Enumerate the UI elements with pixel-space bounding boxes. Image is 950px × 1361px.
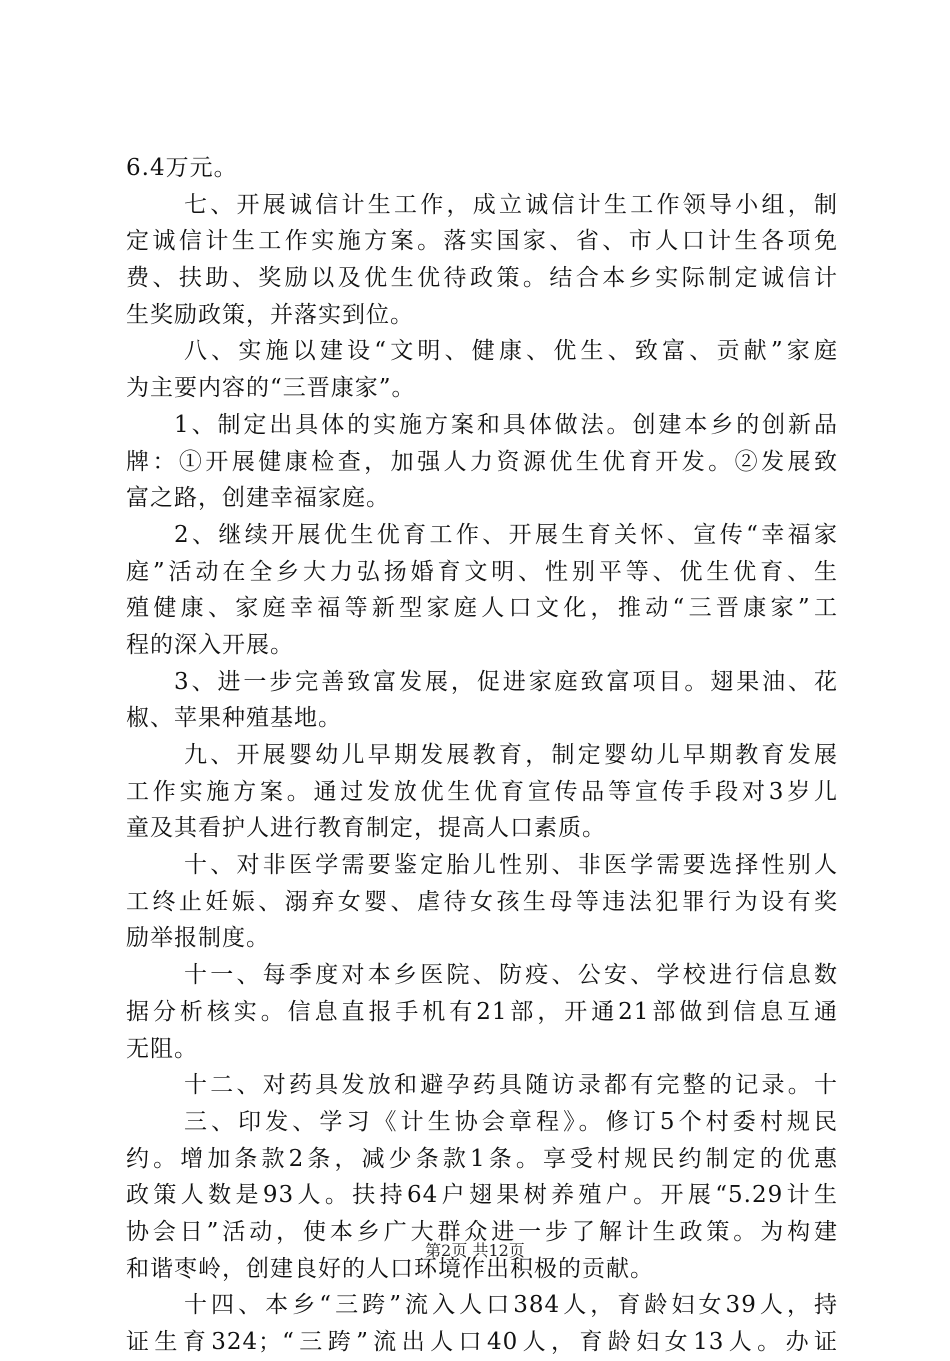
text-line: 协会日”活动，使本乡广大群众进一步了解计生政策。为构建 bbox=[126, 1218, 838, 1245]
text-line: 庭”活动在全乡大力弘扬婚育文明、性别平等、优生优育、生 bbox=[126, 558, 838, 585]
text-line: 程的深入开展。 bbox=[126, 631, 294, 658]
text-line: 政策人数是93人。扶持64户翅果树养殖户。开展“5.29计生 bbox=[126, 1182, 838, 1209]
text-line: 工作实施方案。通过发放优生优育宣传品等宣传手段对3岁儿 bbox=[126, 778, 838, 805]
text-line: 3、进一步完善致富发展，促进家庭致富项目。翅果油、花 bbox=[174, 668, 838, 695]
text-line: 6.4万元。 bbox=[126, 155, 238, 181]
text-line: 2、继续开展优生优育工作、开展生育关怀、宣传“幸福家 bbox=[174, 521, 838, 548]
text-line: 据分析核实。信息直报手机有21部，开通21部做到信息互通 bbox=[126, 998, 838, 1025]
text-line: 富之路，创建幸福家庭。 bbox=[126, 485, 390, 512]
text-line: 牌：①开展健康检查，加强人力资源优生优育开发。②发展致 bbox=[126, 448, 838, 475]
text-line: 椒、苹果种殖基地。 bbox=[126, 705, 342, 732]
text-line: 九、开展婴幼儿早期发展教育，制定婴幼儿早期教育发展 bbox=[184, 742, 838, 768]
text-line: 八、实施以建设“文明、健康、优生、致富、贡献”家庭 bbox=[184, 338, 838, 365]
text-line: 殖健康、家庭幸福等新型家庭人口文化，推动“三晋康家”工 bbox=[126, 595, 838, 622]
text-line: 费、扶助、奖励以及优生优待政策。结合本乡实际制定诚信计 bbox=[126, 265, 838, 292]
text-line: 励举报制度。 bbox=[126, 925, 270, 952]
text-line: 三、印发、学习《计生协会章程》。修订5个村委村规民 bbox=[184, 1108, 838, 1135]
text-line: 1、制定出具体的实施方案和具体做法。创建本乡的创新品 bbox=[174, 411, 838, 438]
text-line: 定诚信计生工作实施方案。落实国家、省、市人口计生各项免 bbox=[126, 228, 838, 255]
text-line: 童及其看护人进行教育制定，提高人口素质。 bbox=[126, 815, 606, 842]
text-line: 十二、对药具发放和避孕药具随访录都有完整的记录。十 bbox=[184, 1072, 838, 1099]
text-line: 为主要内容的“三晋康家”。 bbox=[126, 375, 416, 402]
page-number-footer: 第2页 共12页 bbox=[425, 1241, 525, 1260]
text-line: 和谐枣岭，创建良好的人口环境作出积极的贡献。 bbox=[126, 1255, 654, 1282]
text-line: 七、开展诚信计生工作，成立诚信计生工作领导小组，制 bbox=[184, 191, 838, 218]
text-line: 约。增加条款2条，减少条款1条。享受村规民约制定的优惠 bbox=[126, 1145, 838, 1172]
text-line: 证生育324；“三跨”流出人口40人，育龄妇女13人。办证 bbox=[126, 1329, 838, 1355]
text-line: 工终止妊娠、溺弃女婴、虐待女孩生母等违法犯罪行为设有奖 bbox=[126, 888, 838, 915]
text-line: 十一、每季度对本乡医院、防疫、公安、学校进行信息数 bbox=[184, 962, 838, 989]
text-line: 十、对非医学需要鉴定胎儿性别、非医学需要选择性别人 bbox=[184, 852, 838, 879]
body-text bbox=[126, 150, 838, 1361]
text-line: 生奖励政策，并落实到位。 bbox=[126, 301, 414, 328]
text-line: 无阻。 bbox=[126, 1035, 198, 1062]
text-line: 十四、本乡“三跨”流入人口384人，育龄妇女39人，持 bbox=[184, 1292, 838, 1319]
